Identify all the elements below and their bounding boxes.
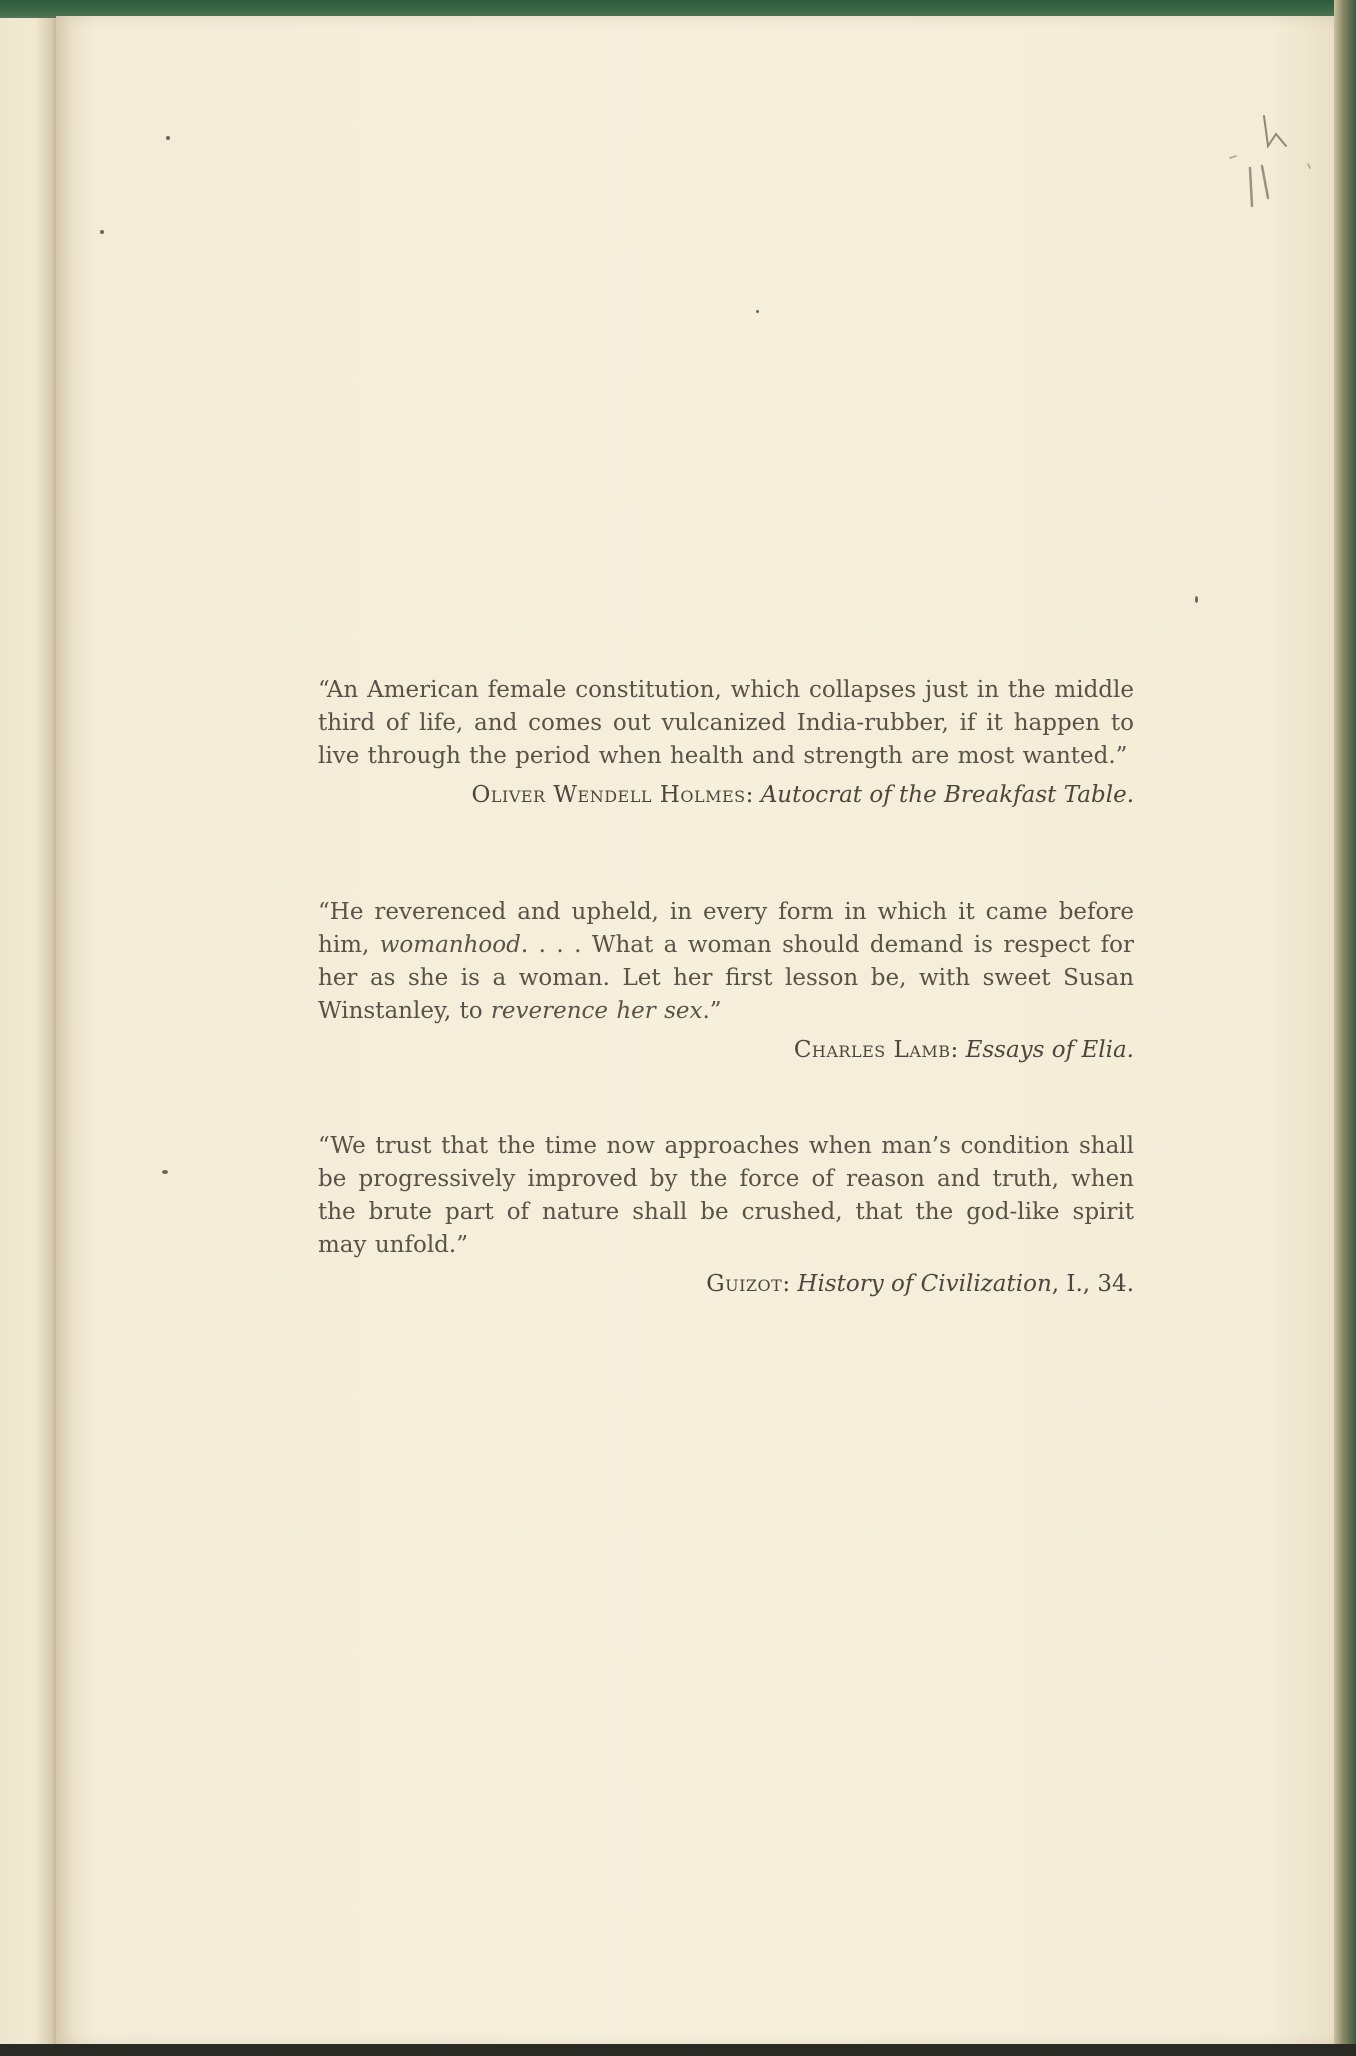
paper-speck bbox=[166, 136, 170, 140]
paper-speck bbox=[162, 1170, 168, 1174]
quote-author: Guizot bbox=[706, 1271, 783, 1297]
quote-work-title: Essays of Elia. bbox=[965, 1037, 1134, 1063]
quote-lamb bbox=[318, 896, 1134, 1067]
attribution-separator: : bbox=[950, 1037, 966, 1063]
attribution-separator: : bbox=[782, 1271, 798, 1297]
quote-holmes bbox=[318, 674, 1134, 812]
quote-work-title: Autocrat of the Breakfast Table. bbox=[760, 782, 1134, 808]
pencil-mark bbox=[1216, 106, 1326, 236]
quote-author: Charles Lamb bbox=[793, 1037, 951, 1063]
quote-text-part: . . . . What a woman should demand is respect for her as she is a woman. Let her first lesson be, with sweet Susan Winstanley, to bbox=[318, 932, 1134, 1024]
quote-attribution bbox=[318, 779, 1134, 812]
quote-text bbox=[318, 896, 1134, 1028]
attribution-separator: : bbox=[745, 782, 761, 808]
paper-speck bbox=[100, 230, 104, 234]
quote-attribution bbox=[318, 1034, 1134, 1067]
quote-text-part: “He reverenced and upheld, in every form in which it came before him, bbox=[318, 899, 1134, 958]
paper-speck bbox=[756, 310, 759, 313]
quote-text: “An American female constitution, which collapses just in the middle third of life, and comes out vulcanized India-rubber, if it happen to live through the period when health and strength are most wanted.” bbox=[318, 677, 1134, 769]
facing-page-edge bbox=[0, 18, 58, 2044]
paper-speck bbox=[1195, 596, 1198, 603]
quote-emphasis: reverence her sex bbox=[490, 998, 703, 1024]
book-page bbox=[56, 16, 1336, 2046]
quote-citation: , I., 34. bbox=[1051, 1271, 1134, 1297]
quote-emphasis: womanhood bbox=[379, 932, 521, 958]
quote-author: Oliver Wendell Holmes bbox=[471, 782, 746, 808]
book-cover-right-edge bbox=[1334, 0, 1356, 2056]
quote-text-part: .” bbox=[702, 998, 722, 1024]
quote-work-title: History of Civilization bbox=[797, 1271, 1052, 1297]
quote-attribution bbox=[318, 1268, 1134, 1301]
book-cover-bottom-edge bbox=[0, 2044, 1356, 2056]
quote-guizot bbox=[318, 1130, 1134, 1301]
quote-text: “We trust that the time now approaches when man’s condition shall be progressively improved by the force of reason and truth, when the brute part of nature shall be crushed, that the god-like spirit may unfold.” bbox=[318, 1133, 1134, 1258]
